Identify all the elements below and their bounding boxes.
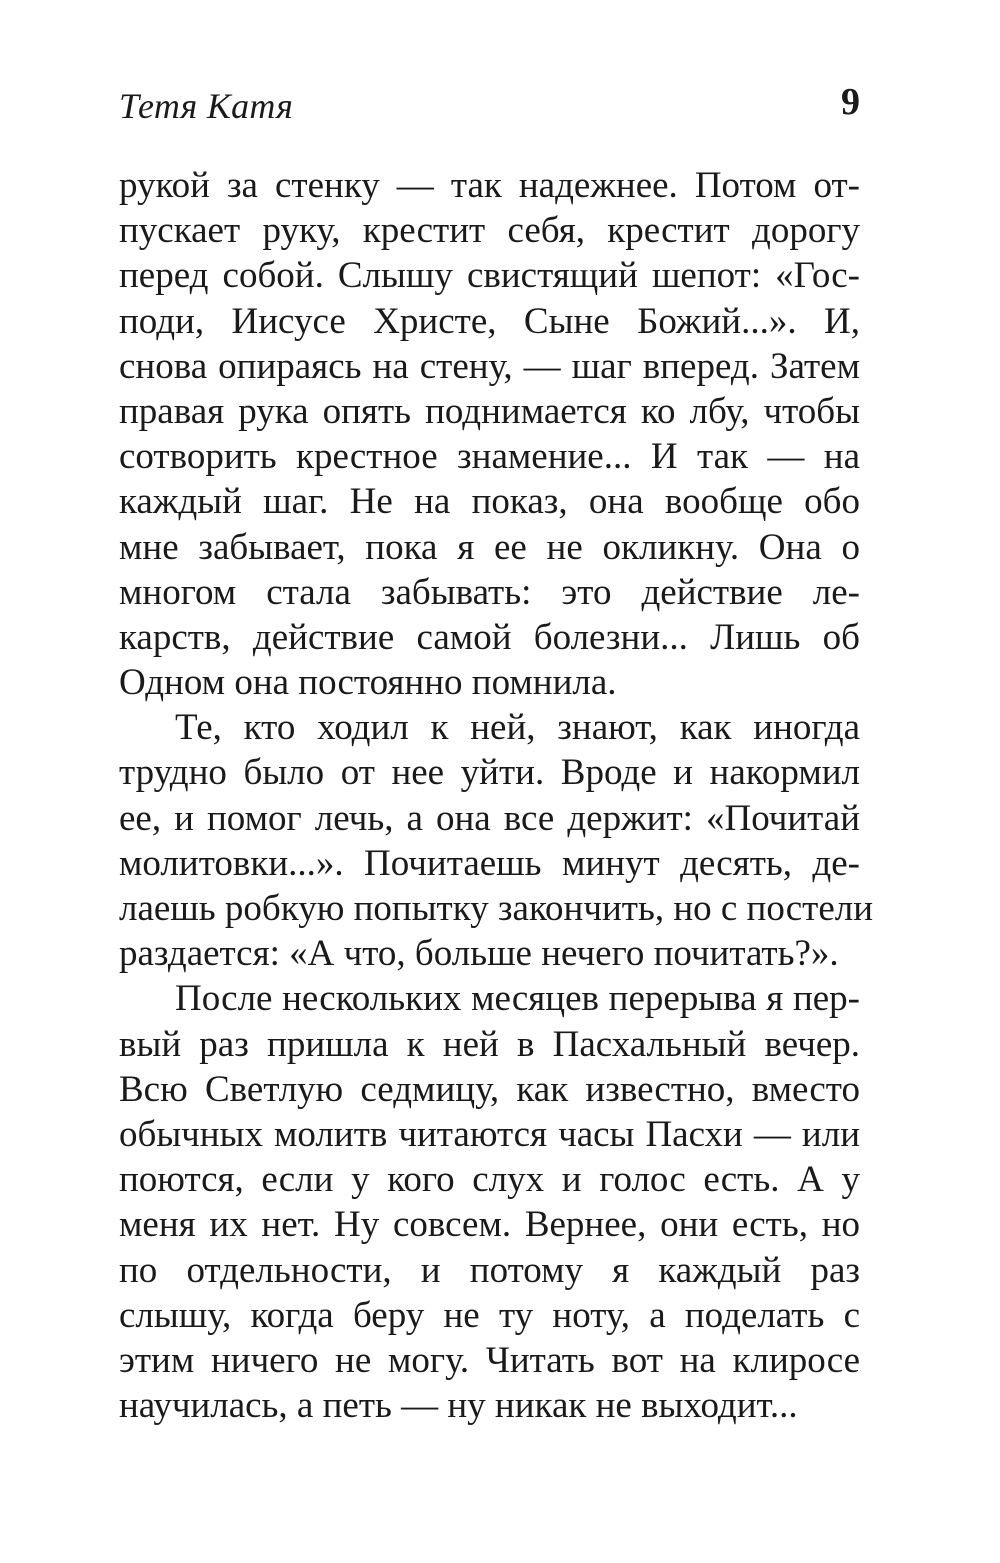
text-line: вый раз пришла к ней в Пасхальный вечер. (119, 1023, 860, 1065)
text-line: меня их нет. Ну совсем. Вернее, они есть, но (119, 1204, 860, 1246)
text-line: перед собой. Слышу свистящий шепот: «Гос- (119, 255, 860, 297)
text-line: рукой за стенку — так надежнее. Потом от- (119, 165, 860, 206)
text-line: многом стала забывать: это действие ле- (119, 571, 860, 613)
running-head (119, 80, 860, 132)
text-line: лаешь робкую попытку закончить, но с постели (119, 888, 874, 929)
text-line: поются, если у кого слух и голос есть. А у (119, 1159, 860, 1201)
text-line: слышу, когда беру не ту ноту, а поделать с (119, 1294, 860, 1336)
paragraph (119, 163, 860, 705)
text-line: правая рука опять поднимается ко лбу, чтобы (119, 390, 860, 432)
text-line: поди, Иисусе Христе, Сыне Божий...». И, (119, 300, 860, 342)
text-line: трудно было от нее уйти. Вроде и накормил (119, 752, 860, 794)
text-line: раздается: «А что, больше нечего почитать?». (119, 933, 839, 975)
text-line: обычных молитв читаются часы Пасхи — или (119, 1113, 860, 1155)
text-line: ее, и помог лечь, а она все держит: «Почитай (119, 797, 860, 839)
text-line: каждый шаг. Не на показ, она вообще обо (119, 481, 860, 523)
running-title: Тетя Катя (119, 86, 294, 126)
text-line: пускает руку, крестит себя, крестит дорогу (119, 210, 860, 252)
text-line: мне забывает, пока я ее не окликну. Она о (119, 526, 860, 568)
page-number: 9 (841, 81, 860, 123)
text-line: Всю Светлую седмицу, как известно, вместо (119, 1068, 860, 1110)
text-line: снова опираясь на стену, — шаг вперед. Затем (119, 345, 860, 387)
body-text (119, 163, 874, 1428)
text-line: карств, действие самой болезни... Лишь об (119, 616, 860, 658)
text-line: После нескольких месяцев перерыва я пер- (175, 978, 860, 1020)
text-line: Одном она постоянно помнила. (119, 662, 617, 704)
paragraph (119, 705, 874, 976)
text-line: этим ничего не могу. Читать вот на клиросе (119, 1339, 860, 1381)
text-line: Те, кто ходил к ней, знают, как иногда (175, 707, 860, 749)
text-line: молитовки...». Почитаешь минут десять, де- (119, 842, 860, 884)
text-line: научилась, а петь — ну никак не выходит... (119, 1385, 798, 1427)
paragraph (119, 976, 860, 1428)
text-line: по отдельности, и потому я каждый раз (119, 1249, 860, 1291)
text-line: сотворить крестное знамение... И так — на (119, 436, 860, 478)
